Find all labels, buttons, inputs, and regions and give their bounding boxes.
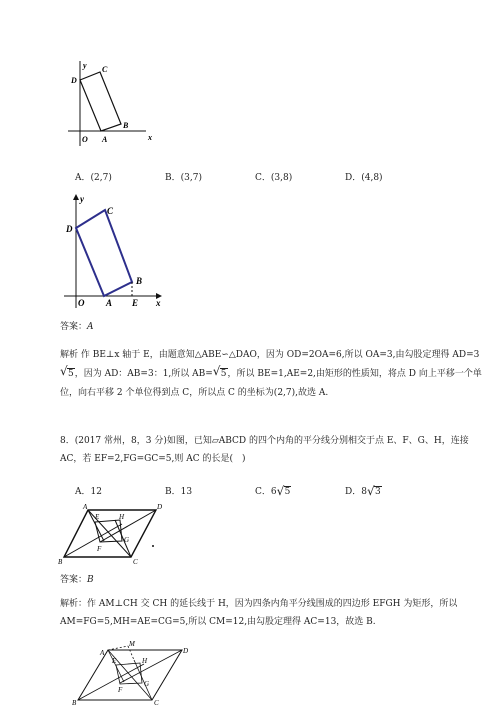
label-b: B <box>123 121 129 130</box>
label-o: O <box>82 135 88 144</box>
figure-1-coordinate-sketch <box>60 58 160 150</box>
label-o: O <box>78 298 85 308</box>
figure-3-parallelogram <box>58 500 168 565</box>
label-h: H <box>119 513 125 521</box>
sqrt-symbol: √ 5 <box>277 487 292 497</box>
label-h: H <box>142 657 148 665</box>
label-y: y <box>83 61 87 70</box>
altitude-am <box>108 646 128 650</box>
figure-4-parallelogram-with-altitude <box>70 638 200 706</box>
sqrt-symbol: √ 3 <box>367 487 382 497</box>
label-d: D <box>71 76 77 85</box>
label-e: E <box>95 513 100 521</box>
label-g: G <box>144 680 150 688</box>
label-d: D <box>66 224 73 234</box>
q8-option-d: D．8√ 3 <box>345 484 382 497</box>
label-g: G <box>124 536 130 544</box>
bisector-de <box>120 650 182 683</box>
label-e: E <box>112 657 117 665</box>
label-a: A <box>83 503 88 511</box>
label-b: B <box>136 276 143 286</box>
q7-analysis-line-2: √ 5，因为 AD：AB=3：1,所以 AB=√ 5，所以 BE=1,AE=2,由矩形的性质知，将点 D 向上平移一个单 <box>60 367 482 381</box>
label-a: A <box>106 298 113 308</box>
figure-2-coordinate-figure <box>60 190 170 312</box>
label-c: C <box>154 699 159 706</box>
bisector-ch <box>134 660 152 700</box>
q7-option-a: A．(2,7) <box>75 173 112 183</box>
label-c: C <box>102 65 108 74</box>
sqrt-symbol: √ 5 <box>213 367 228 381</box>
label-y: y <box>80 194 84 204</box>
q7-option-c: C．(3,8) <box>255 173 293 183</box>
label-m: M <box>129 640 135 648</box>
q8-answer: 答案：B <box>60 575 94 585</box>
q8-question-line-2: AC，若 EF=2,FG=GC=5,则 AC 的长是( ) <box>60 454 246 464</box>
label-e: E <box>132 298 139 308</box>
q8-option-a: A．12 <box>75 487 102 497</box>
q8-analysis-line-1: 解析：作 AM⊥CH 交 CH 的延长线于 H，因为四条内角平分线围成的四边形 EFGH 为矩形，所以 <box>60 599 458 609</box>
label-x: x <box>156 298 161 308</box>
stray-dot <box>152 545 154 547</box>
label-a: A <box>102 135 108 144</box>
q8-question-line-1: 8．(2017 常州，8，3 分)如图，已知▱ABCD 的四个内角的平分线分别相交于点 E、F、G、H，连接 <box>60 436 469 446</box>
sqrt-symbol: √ 5 <box>60 367 75 381</box>
label-f: F <box>118 686 123 694</box>
label-c: C <box>107 206 114 216</box>
label-c: C <box>133 558 138 565</box>
y-axis-arrow <box>73 194 79 200</box>
label-x: x <box>148 133 152 142</box>
q8-option-c: C．6√ 5 <box>255 484 291 497</box>
label-a: A <box>100 649 105 657</box>
extension-mh <box>128 646 134 660</box>
q8-option-b: B．13 <box>165 487 193 497</box>
q7-analysis-line-3: 位，向右平移 2 个单位得到点 C，所以点 C 的坐标为(2,7),故选 A. <box>60 388 329 398</box>
label-d: D <box>183 647 189 655</box>
label-b: B <box>72 699 77 706</box>
q7-option-d: D．(4,8) <box>345 173 383 183</box>
label-f: F <box>97 545 102 553</box>
rectangle-abcd <box>76 210 132 296</box>
q7-analysis-line-1: 解析 作 BE⊥x 轴于 E，由题意知△ABE∽△DAO，因为 OD=2OA=6,所以 OA=3,由勾股定理得 AD=3 <box>60 350 480 360</box>
bisector-bg <box>78 664 144 700</box>
rectangle-abcd <box>80 72 121 131</box>
q8-analysis-line-2: AM=FG=5,MH=AE=CG=5,所以 CM=12,由勾股定理得 AC=13，故选 B. <box>60 617 376 627</box>
q7-option-b: B．(3,7) <box>165 173 202 183</box>
label-b: B <box>58 558 63 565</box>
label-d: D <box>157 503 163 511</box>
q7-answer: 答案：A <box>60 322 94 332</box>
